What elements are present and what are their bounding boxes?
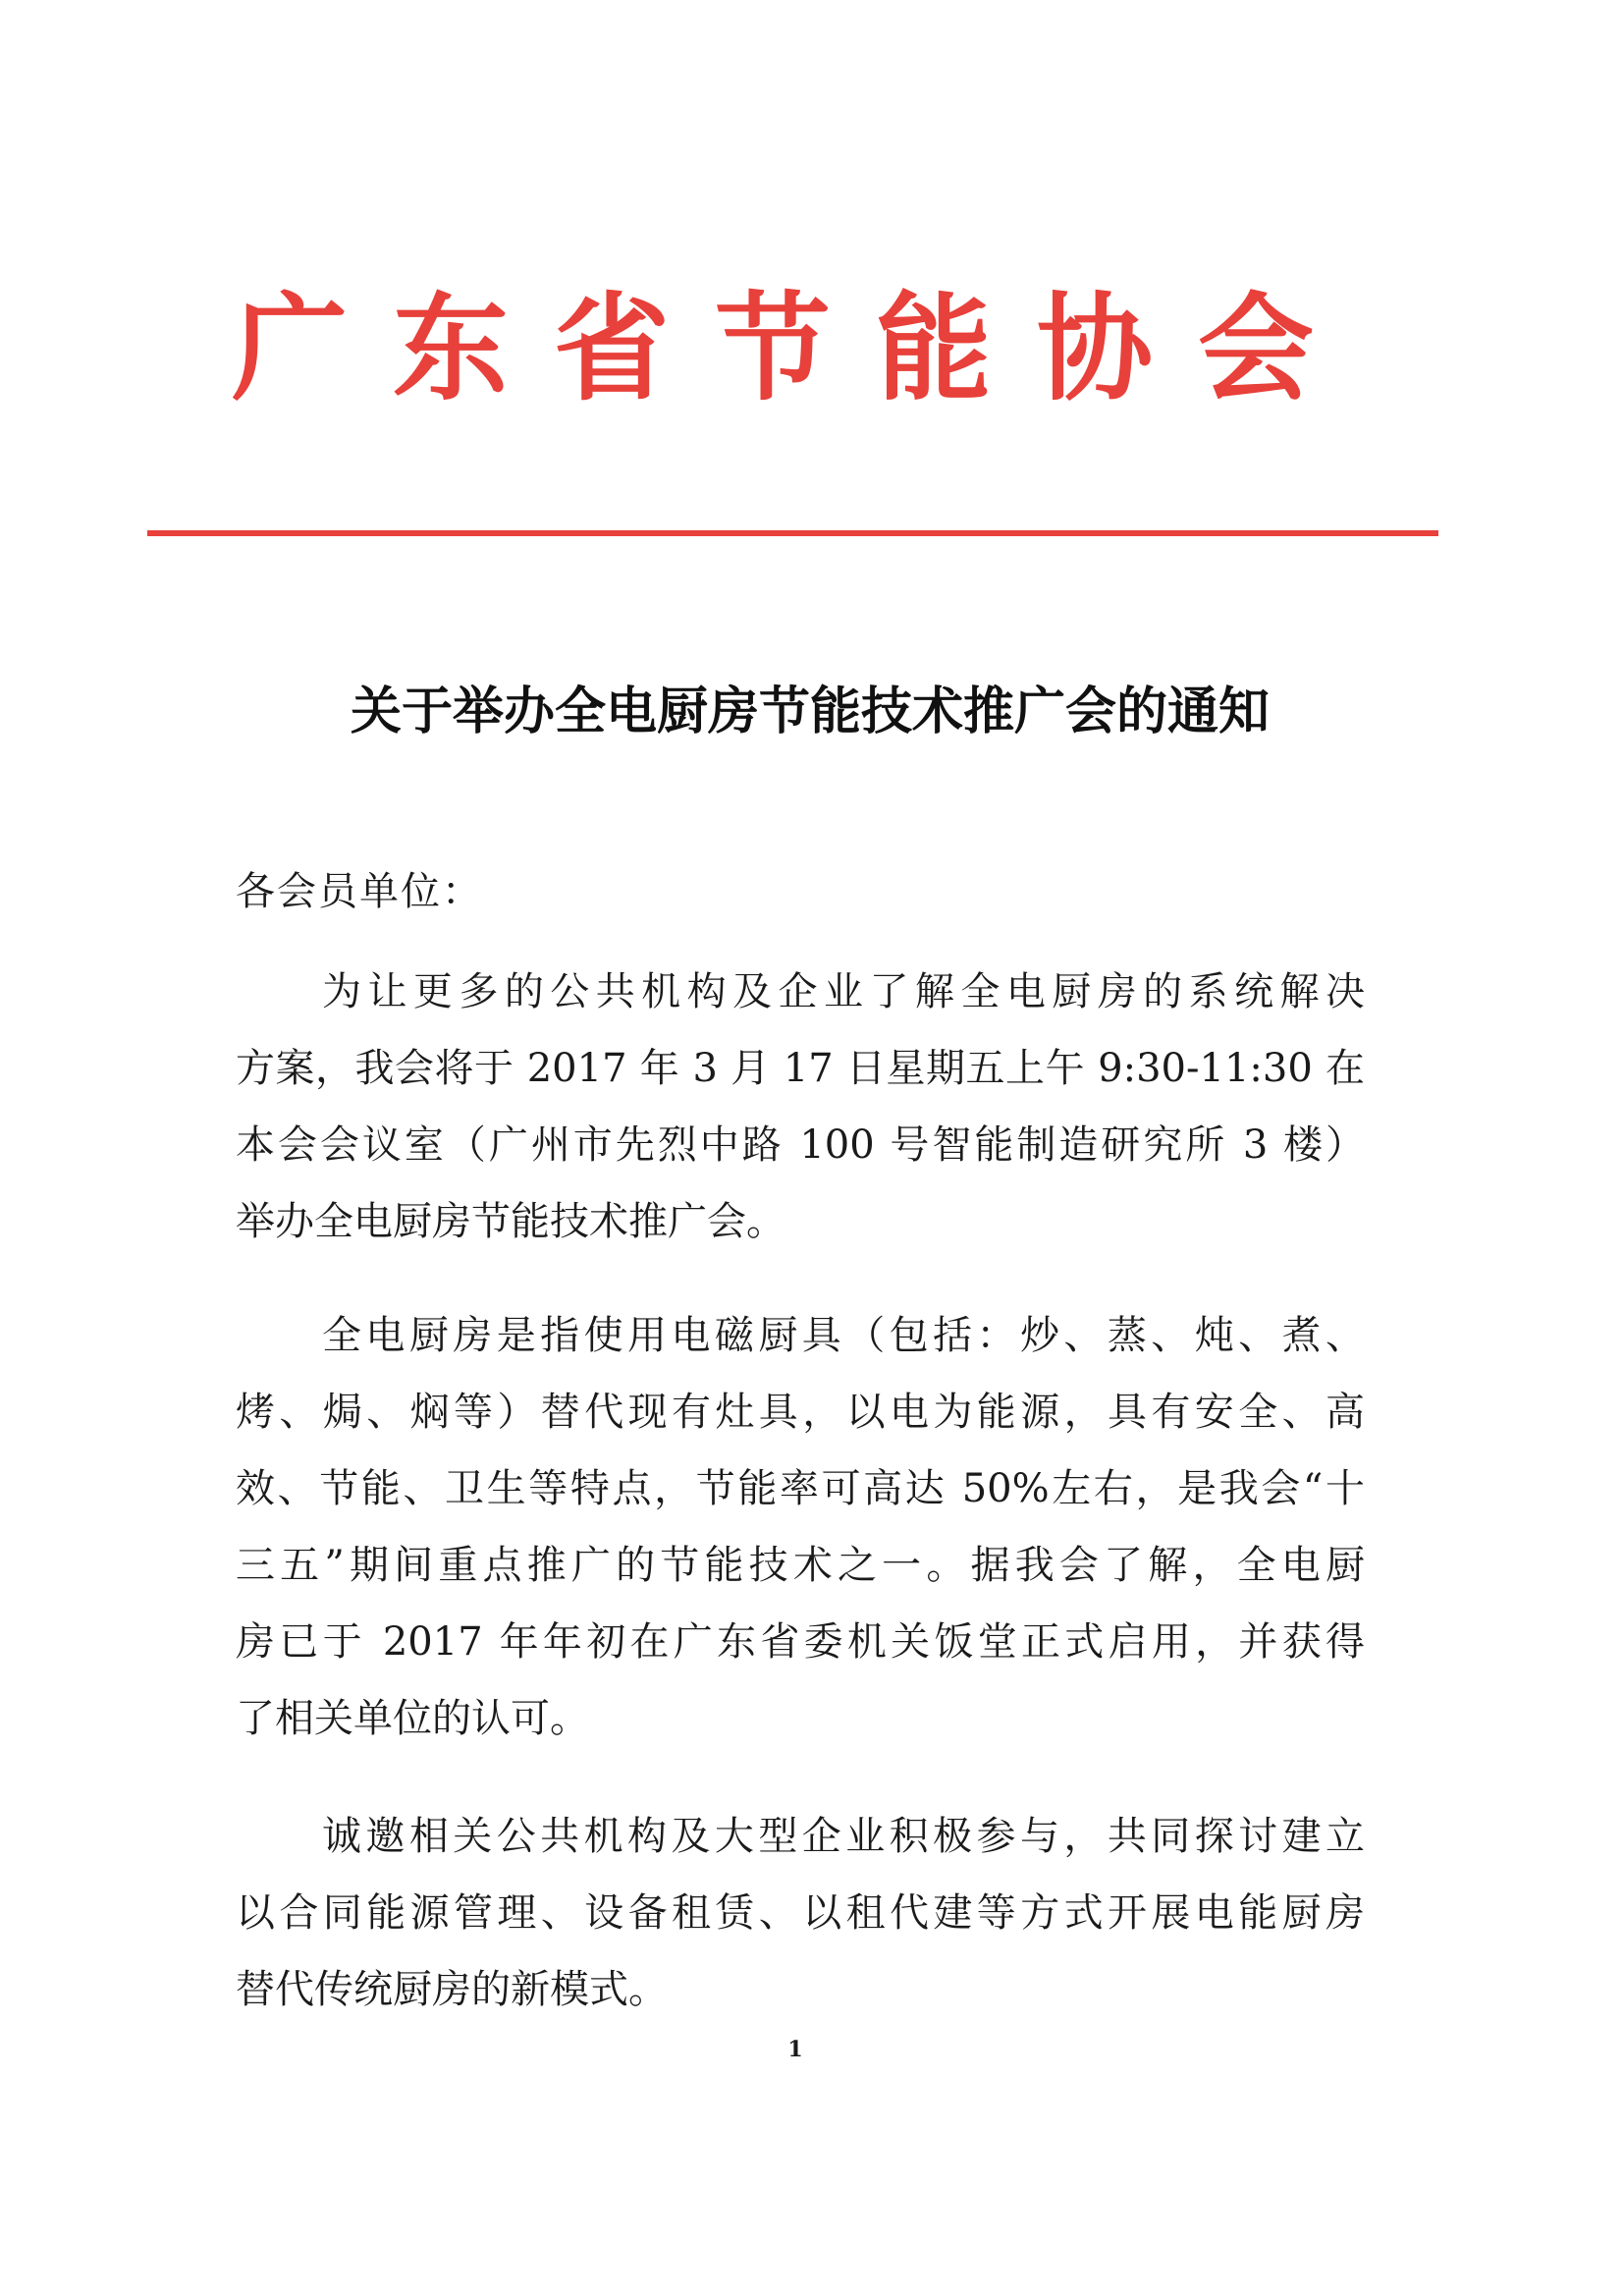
paragraph-1-line-1: 为让更多的公共机构及企业了解全电厨房的系统解决 — [322, 969, 1365, 1014]
letterhead-red-divider — [147, 530, 1438, 536]
page-number: 1 — [787, 2037, 803, 2062]
paragraph-3-line-3: 替代传统厨房的新模式。 — [236, 1967, 668, 2012]
paragraph-1-line-4: 举办全电厨房节能技术推广会。 — [236, 1199, 785, 1244]
paragraph-1-line-2: 方案，我会将于 2017 年 3 月 17 日星期五上午 9:30-11:30 在 — [236, 1046, 1365, 1091]
paragraph-2-line-5: 房已于 2017 年年初在广东省委机关饭堂正式启用，并获得 — [236, 1619, 1365, 1665]
paragraph-1-line-3: 本会会议室（广州市先烈中路 100 号智能制造研究所 3 楼） — [236, 1122, 1365, 1168]
paragraph-2-line-4: 三五”期间重点推广的节能技术之一。据我会了解，全电厨 — [236, 1543, 1365, 1588]
salutation: 各会员单位： — [236, 869, 483, 914]
paragraph-3-line-2: 以合同能源管理、设备租赁、以租代建等方式开展电能厨房 — [236, 1890, 1365, 1936]
paragraph-2-line-6: 了相关单位的认可。 — [236, 1696, 589, 1741]
paragraph-2-line-3: 效、节能、卫生等特点，节能率可高达 50%左右，是我会“十 — [236, 1466, 1365, 1511]
paragraph-2-line-1: 全电厨房是指使用电磁厨具（包括：炒、蒸、炖、煮、 — [322, 1313, 1365, 1358]
notice-title: 关于举办全电厨房节能技术推广会的通知 — [350, 683, 1270, 741]
paragraph-2-line-2: 烤、焗、焖等）替代现有灶具，以电为能源，具有安全、高 — [236, 1390, 1365, 1435]
paragraph-3-line-1: 诚邀相关公共机构及大型企业积极参与，共同探讨建立 — [322, 1814, 1365, 1859]
letterhead-organization-name: 广东省节能协会 — [231, 281, 1359, 416]
